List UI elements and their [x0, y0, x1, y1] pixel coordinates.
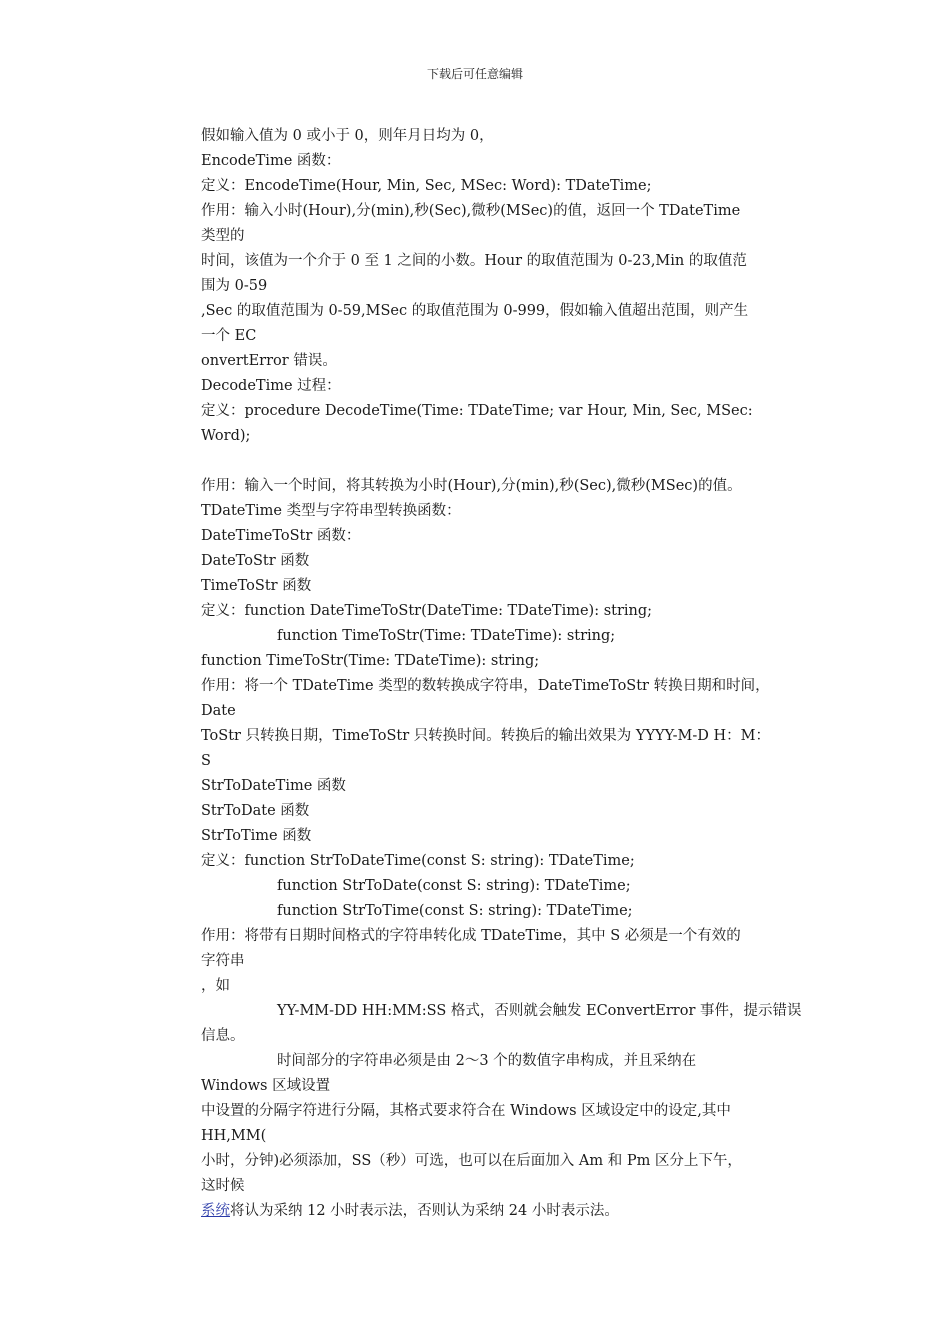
- document-body: [201, 124, 821, 1224]
- text-line: StrToTime 函数: [201, 828, 312, 844]
- text-line: 定义：function DateTimeToStr(DateTime: TDateTime): string;: [201, 603, 653, 619]
- text-line: 小时，分钟)必须添加，SS（秒）可选，也可以在后面加入 Am 和 Pm 区分上下午，: [201, 1153, 742, 1169]
- text-line: ToStr 只转换日期，TimeToStr 只转换时间。转换后的输出效果为 YYYY-M-D H：M：: [201, 728, 770, 744]
- text-line: YY-MM-DD HH:MM:SS 格式，否则就会触发 EConvertError 事件，提示错误: [277, 1003, 802, 1019]
- text-line: function TimeToStr(Time: TDateTime): string;: [277, 628, 616, 644]
- last-line-text: 将认为采纳 12 小时表示法，否则认为采纳 24 小时表示法。: [230, 1203, 619, 1219]
- system-link[interactable]: 系统: [201, 1203, 230, 1219]
- text-line: 时间部分的字符串必须是由 2～3 个的数值字串构成，并且采纳在: [277, 1053, 697, 1069]
- text-line: function StrToTime(const S: string): TDateTime;: [277, 903, 633, 919]
- text-line: 类型的: [201, 228, 245, 244]
- text-line: 定义：EncodeTime(Hour, Min, Sec, MSec: Word): TDateTime;: [201, 178, 652, 194]
- text-line: 中设置的分隔字符进行分隔，其格式要求符合在 Windows 区域设定中的设定,其中: [201, 1103, 731, 1119]
- text-line: S: [201, 753, 211, 769]
- text-line: 定义：procedure DecodeTime(Time: TDateTime; var Hour, Min, Sec, MSec:: [201, 403, 753, 419]
- text-line: StrToDate 函数: [201, 803, 310, 819]
- text-line: DateToStr 函数: [201, 553, 310, 569]
- text-line: 时间，该值为一个介于 0 至 1 之间的小数。Hour 的取值范围为 0-23,Min 的取值范: [201, 253, 747, 269]
- text-line: 一个 EC: [201, 328, 257, 344]
- text-line: TimeToStr 函数: [201, 578, 312, 594]
- text-line: ,Sec 的取值范围为 0-59,MSec 的取值范围为 0-999，假如输入值超出范围，则产生: [201, 303, 749, 319]
- text-line: TDateTime 类型与字符串型转换函数：: [201, 503, 461, 519]
- blank-line: [201, 449, 821, 474]
- text-line: StrToDateTime 函数: [201, 778, 346, 794]
- text-line: 作用：将一个 TDateTime 类型的数转换成字符串，DateTimeToStr 转换日期和时间，: [201, 678, 770, 694]
- page-header: 下载后可任意编辑: [426, 67, 523, 81]
- text-line: Word);: [201, 428, 251, 444]
- text-line: 围为 0-59: [201, 278, 268, 294]
- text-line: onvertError 错误。: [201, 353, 337, 369]
- last-text-line: [201, 1199, 821, 1224]
- text-line: EncodeTime 函数：: [201, 153, 341, 169]
- text-line: function StrToDate(const S: string): TDateTime;: [277, 878, 631, 894]
- text-line: ，如: [201, 978, 230, 994]
- text-line: 假如输入值为 0 或小于 0，则年月日均为 0，: [201, 128, 494, 144]
- text-line: 字符串: [201, 953, 245, 969]
- text-line: DecodeTime 过程：: [201, 378, 341, 394]
- text-line: 定义：function StrToDateTime(const S: string): TDateTime;: [201, 853, 635, 869]
- text-line: 这时候: [201, 1178, 245, 1194]
- text-line: 信息。: [201, 1028, 245, 1044]
- text-line: HH,MM(: [201, 1128, 267, 1144]
- text-line: 作用：输入小时(Hour),分(min),秒(Sec),微秒(MSec)的值，返回一个 TDateTime: [201, 203, 741, 219]
- text-line: 作用：将带有日期时间格式的字符串转化成 TDateTime，其中 S 必须是一个有效的: [201, 928, 741, 944]
- text-line: Date: [201, 703, 236, 719]
- text-line: DateTimeToStr 函数：: [201, 528, 361, 544]
- text-line: Windows 区域设置: [201, 1078, 331, 1094]
- text-line: function TimeToStr(Time: TDateTime): string;: [201, 653, 540, 669]
- text-line: 作用：输入一个时间，将其转换为小时(Hour),分(min),秒(Sec),微秒(MSec)的值。: [201, 478, 742, 494]
